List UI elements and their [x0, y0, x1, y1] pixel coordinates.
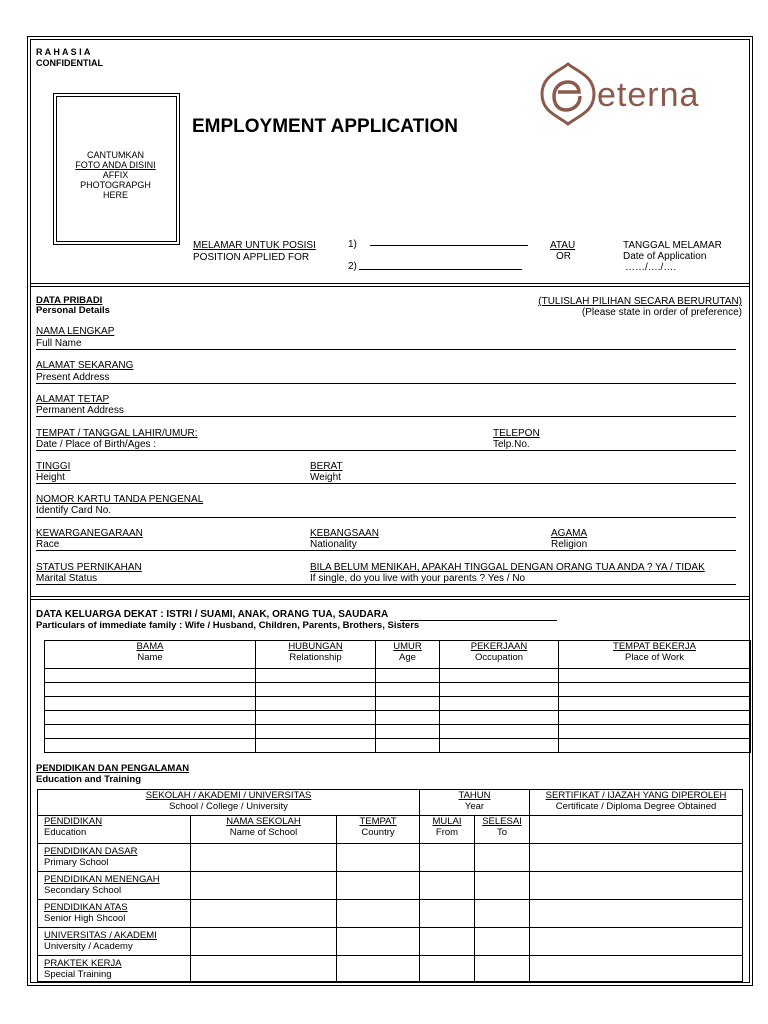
- choice-1-label: 1): [348, 239, 357, 250]
- religion-label-en: Religion: [551, 539, 588, 550]
- full-name-label: NAMA LENGKAP: [36, 326, 115, 337]
- race-label: KEWARGANEGARAAN: [36, 528, 143, 539]
- order-note: (TULISLAH PILIHAN SECARA BERURUTAN): [538, 296, 742, 307]
- personal-section-title-en: Personal Details: [36, 305, 110, 316]
- personal-section-title: DATA PRIBADI: [36, 295, 103, 306]
- height-label-en: Height: [36, 472, 65, 483]
- cert-group-header: SERTIFIKAT / IJAZAH YANG DIPEROLEH Certificate / Diploma Degree Obtained: [530, 790, 743, 816]
- nationality-label: KEBANGSAAN: [310, 528, 379, 539]
- col-place-of-work: TEMPAT BEKERJA Place of Work: [559, 641, 751, 669]
- table-row[interactable]: [45, 739, 751, 753]
- permanent-address-field[interactable]: [36, 416, 736, 417]
- table-row[interactable]: UNIVERSITAS / AKADEMI University / Academy: [38, 928, 743, 956]
- full-name-label-en: Full Name: [36, 338, 82, 349]
- table-row[interactable]: [45, 711, 751, 725]
- or-label-en: OR: [556, 251, 571, 262]
- height-weight-field[interactable]: [36, 483, 736, 484]
- birth-phone-field[interactable]: [36, 450, 736, 451]
- divider: [30, 596, 749, 600]
- eterna-logo: [538, 62, 598, 131]
- year-group-header: TAHUN Year: [420, 790, 530, 816]
- id-card-label-en: Identify Card No.: [36, 505, 112, 516]
- full-name-field[interactable]: [36, 349, 736, 350]
- religion-label: AGAMA: [551, 528, 588, 539]
- confidential-label: CONFIDENTIAL: [36, 58, 103, 68]
- table-row[interactable]: [45, 725, 751, 739]
- id-card-field[interactable]: [36, 517, 736, 518]
- education-section-title: PENDIDIKAN DAN PENGALAMAN: [36, 763, 190, 774]
- table-row[interactable]: PRAKTEK KERJA Special Training: [38, 956, 743, 982]
- single-question-en: If single, do you live with your parents ? Yes / No: [310, 573, 526, 584]
- race-religion-field[interactable]: [36, 550, 736, 551]
- education-column-header: [38, 816, 743, 844]
- photo-instructions: CANTUMKAN FOTO ANDA DISINI AFFIX PHOTOGRAPGH HERE: [75, 150, 156, 200]
- education-group-header: [38, 790, 743, 816]
- phone-label: TELEPON: [493, 428, 540, 439]
- or-label: ATAU: [550, 240, 576, 251]
- col-occupation: PEKERJAAN Occupation: [440, 641, 559, 669]
- family-section-title-en: Particulars of immediate family : Wife / Husband, Children, Parents, Brothers, Sisters: [36, 620, 420, 631]
- table-row[interactable]: PENDIDIKAN MENENGAH Secondary School: [38, 872, 743, 900]
- table-row[interactable]: [45, 697, 751, 711]
- id-card-label: NOMOR KARTU TANDA PENGENAL: [36, 494, 204, 505]
- present-address-field[interactable]: [36, 383, 736, 384]
- table-row[interactable]: [45, 683, 751, 697]
- order-note-en: (Please state in order of preference): [581, 307, 742, 318]
- family-table-header: [45, 641, 751, 669]
- divider: [30, 283, 749, 287]
- choice-2-field[interactable]: [359, 269, 522, 270]
- col-from: MULAI From: [420, 816, 475, 844]
- table-row[interactable]: PENDIDIKAN ATAS Senior High Shcool: [38, 900, 743, 928]
- single-question: BILA BELUM MENIKAH, APAKAH TINGGAL DENGAN ORANG TUA ANDA ? YA / TIDAK: [310, 562, 705, 573]
- col-age: UMUR Age: [376, 641, 440, 669]
- date-label-en: Date of Application: [623, 251, 707, 262]
- education-section-title-en: Education and Training: [36, 774, 142, 785]
- table-row[interactable]: [45, 669, 751, 683]
- position-label: MELAMAR UNTUK POSISI: [193, 240, 316, 251]
- eterna-emblem-icon: [538, 62, 598, 126]
- race-label-en: Race: [36, 539, 60, 550]
- present-address-label-en: Present Address: [36, 372, 110, 383]
- education-table: [37, 789, 743, 982]
- birth-label-en: Date / Place of Birth/Ages :: [36, 439, 157, 450]
- table-row[interactable]: PENDIDIKAN DASAR Primary School: [38, 844, 743, 872]
- choice-1-field[interactable]: [370, 245, 528, 246]
- col-school-name: NAMA SEKOLAH Name of School: [191, 816, 337, 844]
- phone-label-en: Telp.No.: [493, 439, 530, 450]
- col-to: SELESAI To: [475, 816, 530, 844]
- col-name: BAMA Name: [45, 641, 256, 669]
- nationality-label-en: Nationality: [310, 539, 357, 550]
- choice-2-label: 2): [348, 261, 357, 272]
- marital-label: STATUS PERNIKAHAN: [36, 562, 142, 573]
- marital-label-en: Marital Status: [36, 573, 98, 584]
- family-section-title: DATA KELUARGA DEKAT : ISTRI / SUAMI, ANAK, ORANG TUA, SAUDARA: [36, 609, 389, 620]
- position-label-en: POSITION APPLIED FOR: [193, 252, 310, 263]
- rahasia-label: R A H A S I A: [36, 47, 91, 57]
- permanent-address-label-en: Permanent Address: [36, 405, 124, 416]
- birth-label: TEMPAT / TANGGAL LAHIR/UMUR:: [36, 428, 198, 439]
- page-title: EMPLOYMENT APPLICATION: [192, 116, 458, 137]
- date-label: TANGGAL MELAMAR: [623, 240, 722, 251]
- logo-text: eterna: [597, 76, 700, 114]
- col-relationship: HUBUNGAN Relationship: [256, 641, 376, 669]
- family-table: [44, 640, 751, 753]
- marital-field[interactable]: [36, 584, 736, 585]
- present-address-label: ALAMAT SEKARANG: [36, 360, 134, 371]
- weight-label: BERAT: [310, 461, 343, 472]
- height-label: TINGGI: [36, 461, 71, 472]
- permanent-address-label: ALAMAT TETAP: [36, 394, 110, 405]
- school-group-header: SEKOLAH / AKADEMI / UNIVERSITAS School / College / University: [38, 790, 420, 816]
- col-country: TEMPAT Country: [337, 816, 420, 844]
- col-education: PENDIDIKAN Education: [38, 816, 191, 844]
- weight-label-en: Weight: [310, 472, 341, 483]
- date-field[interactable]: ……/…./….: [625, 262, 677, 273]
